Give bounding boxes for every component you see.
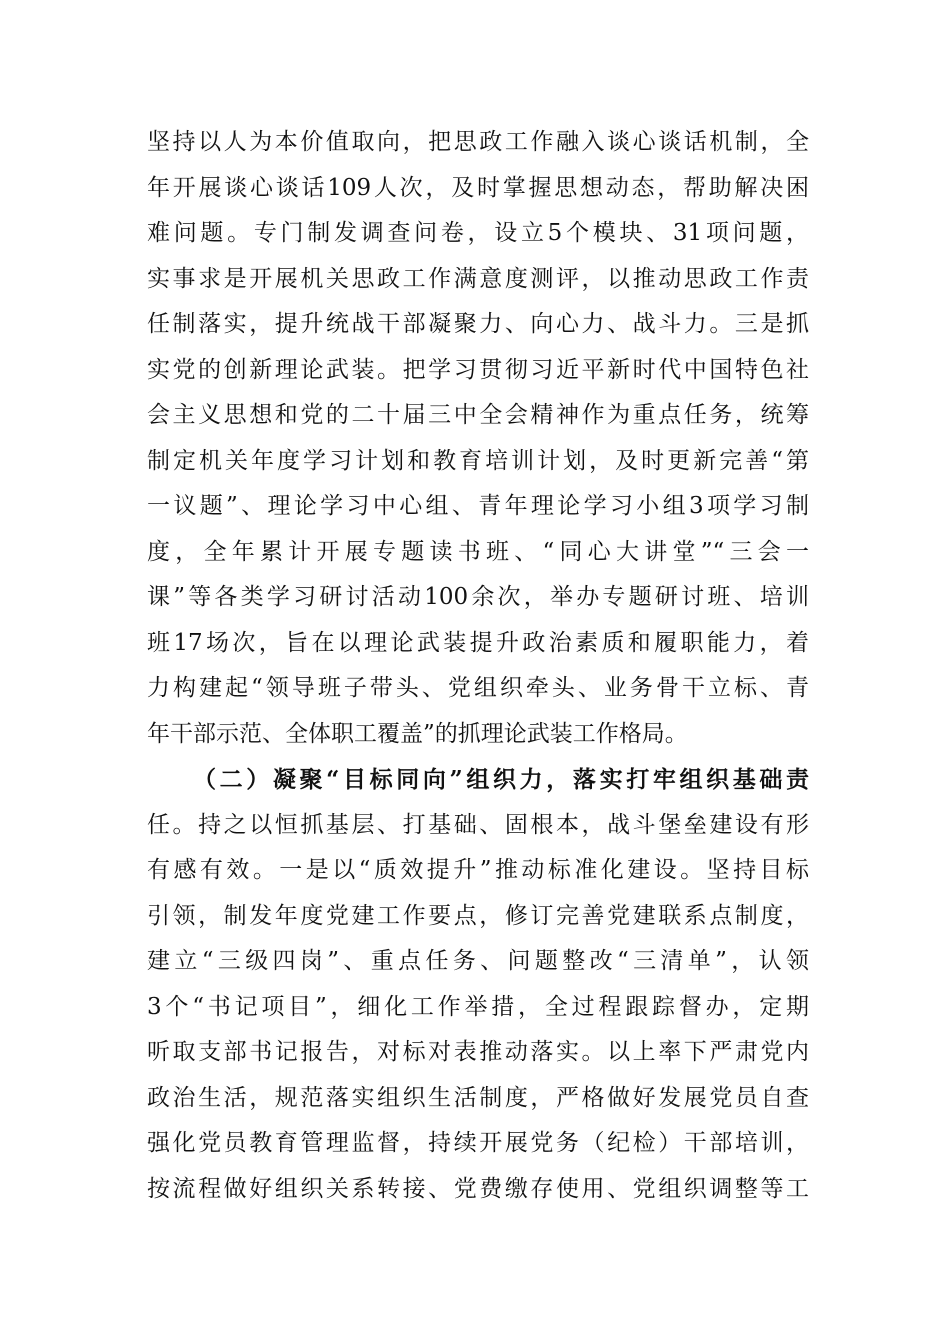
text-line: 任制落实，提升统战干部凝聚力、向心力、战斗力。三是抓 [147, 311, 809, 337]
text-line: 任。持之以恒抓基层、打基础、固根本，战斗堡垒建设有形 [147, 811, 809, 838]
text-line: 建立“三级四岗”、重点任务、问题整改“三清单”，认领 [147, 948, 809, 974]
text-line: 班17场次，旨在以理论武装提升政治素质和履职能力，着 [147, 629, 809, 656]
text-line: 实党的创新理论武装。把学习贯彻习近平新时代中国特色社 [147, 356, 809, 383]
text-line: 听取支部书记报告，对标对表推动落实。以上率下严肃党内 [147, 1039, 809, 1065]
text-line: 课”等各类学习研讨活动100余次，举办专题研讨班、培训 [147, 584, 809, 610]
text-line: 政治生活，规范落实组织生活制度，严格做好发展党员自查 [147, 1084, 809, 1111]
text-line: 一议题”、理论学习中心组、青年理论学习小组3项学习制 [147, 493, 809, 519]
text-line: 强化党员教育管理监督，持续开展党务（纪检）干部培训， [147, 1130, 809, 1156]
text-line: 难问题。专门制发调查问卷，设立5个模块、31项问题， [147, 220, 809, 246]
text-line: 按流程做好组织关系转接、党费缴存使用、党组织调整等工 [147, 1175, 809, 1202]
text-line: 力构建起“领导班子带头、党组织牵头、业务骨干立标、青 [147, 675, 809, 701]
text-line: 会主义思想和党的二十届三中全会精神作为重点任务，统筹 [147, 402, 809, 428]
text-line: 年开展谈心谈话109人次，及时掌握思想动态，帮助解决困 [147, 174, 809, 201]
text-line: 3个“书记项目”，细化工作举措，全过程跟踪督办，定期 [147, 993, 809, 1020]
text-line: 制定机关年度学习计划和教育培训计划，及时更新完善“第 [147, 447, 809, 474]
body-text [147, 120, 809, 1212]
text-line: 坚持以人为本价值取向，把思政工作融入谈心谈话机制，全 [147, 129, 809, 155]
text-line: 引领，制发年度党建工作要点，修订完善党建联系点制度， [147, 902, 809, 929]
text-line: 有感有效。一是以“质效提升”推动标准化建设。坚持目标 [147, 857, 809, 883]
text-line: 实事求是开展机关思政工作满意度测评，以推动思政工作责 [147, 265, 809, 292]
section-heading: （二）凝聚“目标同向”组织力，落实打牢组织基础责 [193, 766, 809, 793]
text-line: 度，全年累计开展专题读书班、“同心大讲堂”“三会一 [147, 538, 809, 565]
paragraph-end-line: 年干部示范、全体职工覆盖”的抓理论武装工作格局。 [147, 720, 688, 747]
